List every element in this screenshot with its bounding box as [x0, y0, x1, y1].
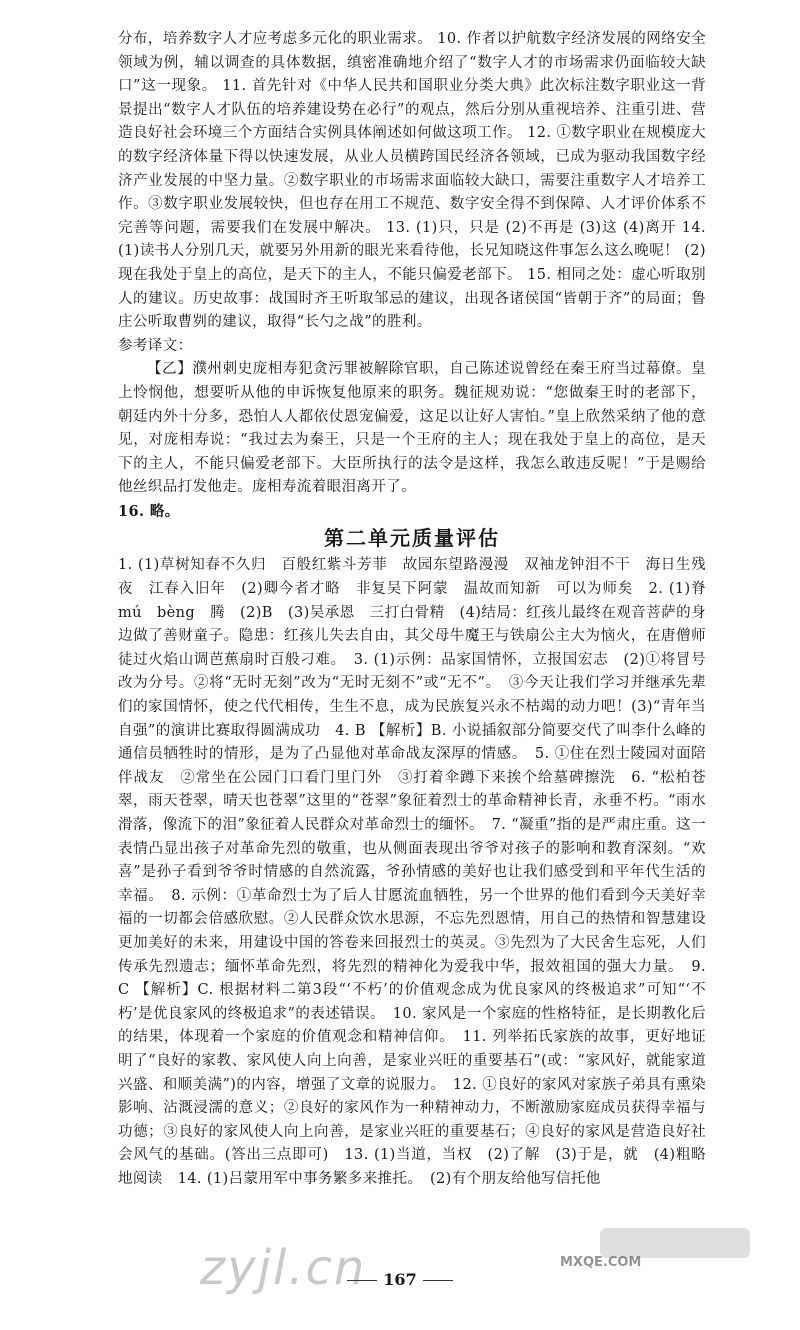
page-number: 167 — [0, 1270, 800, 1289]
section-title: 第二单元质量评估 — [324, 526, 500, 551]
translation-heading: 参考译文： — [118, 337, 193, 354]
answer-item-16: 16. 略。 — [118, 502, 180, 520]
watermark-badge — [600, 1228, 750, 1258]
translation-paragraph: 【乙】濮州刺史庞相寿犯贪污罪被解除官职，自己陈述说曾经在秦王府当过幕僚。皇上怜悯他，想要听从他的申诉恢复他原来的职务。魏征规劝说：“您做秦王时的老部下，朝廷内外十分多，恐怕人人都依仗恩宠偏爱，这足以让好人害怕。”皇上欣然采纳了他的意见，对庞相寿说：“我过去为秦王，只是一个王府的主人；现在我处于皇上的高位，是天下的主人，不能只偏爱老部下。大臣所执行的法令是这样，我怎么敢违反呢！”于是赐给他丝织品打发他走。庞相寿流着眼泪离开了。 — [118, 361, 706, 496]
unit2-answers-paragraph: 1. (1)草树知春不久归 百般红紫斗芳菲 故园东望路漫漫 双袖龙钟泪不干 海日生残夜 江春入旧年 (2)卿今者才略 非复吴下阿蒙 温故而知新 可以为师矣 2. (1)脊 mú bèng 腾 (2)B (3)吴承恩 三打白骨精 (4)结局：红孩儿最终在观音菩萨的身边做了善财童子。隐患：红孩儿失去自由，其父母牛魔王与铁扇公主大为恼火，在唐僧师徒过火焰山调芭蕉扇时百般刁难。 3. (1)示例：品家国情怀，立报国宏志 (2)①将冒号改为分号。②将“无时无刻”改为“无时无刻不”或“无不”。 ③今天让我们学习并继承先辈们的家国情怀，使之代代相传，生生不息，成为民族复兴永不枯竭的动力吧！(3)“青年当自强”的演讲比赛取得圆满成功 4. B 【解析】B. 小说插叙部分简要交代了叫李什么峰的通信员牺牲时的情形，是为了凸显他对革命战友深厚的情感。 5. ①住在烈士陵园对面陪伴战友 ②常坐在公园门口看门里门外 ③打着伞蹲下来挨个给墓碑擦洗 6. “松柏苍翠，雨天苍翠，晴天也苍翠”这里的“苍翠”象征着烈士的革命精神长青，永垂不朽。“雨水滑落，像流下的泪”象征着人民群众对革命烈士的缅怀。 7. “凝重”指的是严肃庄重。这一表情凸显出孩子对革命先烈的敬重，也从侧面表现出爷爷对孩子的影响和教育深刻。“欢喜”是孙子看到爷爷时情感的自然流露，爷孙情感的美好也让我们感受到和平年代生活的幸福。 8. 示例：①革命烈士为了后人甘愿流血牺牲，另一个世界的他们看到今天美好幸福的一切都会倍感欣慰。②人民群众饮水思源，不忘先烈恩情，用自己的热情和智慧建设更加美好的未来，用建设中国的答卷来回报烈士的英灵。③先烈为了大民舍生忘死，人们传承先烈遗志；缅怀革命先烈，将先烈的精神化为爱我中华，报效祖国的强大力量。 9. C 【解析】C. 根据材料二第3段“‘不朽’的价值观念成为优良家风的终极追求”可知“‘不朽’是优良家风的终极追求”的表述错误。 10. 家风是一个家庭的性格特征，是长期教化后的结果，体现着一个家庭的价值观念和精神信仰。 11. 列举拓氏家族的故事，更好地证明了“良好的家教、家风使人向上向善，是家业兴旺的重要基石”(或：“家风好，就能家道兴盛、和顺美满”)的内容，增强了文章的说服力。 12. ①良好的家风对家族子弟具有熏染影响、沾溉浸濡的意义；②良好的家风作为一种精神动力，不断激励家庭成员获得幸福与功德；③良好的家风使人向上向善，是家业兴旺的重要基石；④良好的家风是营造良好社会风气的基础。(答出三点即可) 13. (1)当道，当权 (2)了解 (3)于是，就 (4)粗略地阅读 14. (1)吕蒙用军中事务繁多来推托。 (2)有个朋友给他写信托他 — [118, 557, 721, 1187]
watermark-logo-left: zyjl.cn — [200, 1240, 367, 1296]
document-page — [118, 28, 721, 1192]
answer-paragraph-top: 分布，培养数字人才应考虑多元化的职业需求。 10. 作者以护航数字经济发展的网络安全领域为例，辅以调查的具体数据，缜密准确地介绍了“数字人才的市场需求仍面临较大缺口”这一现象。 11. 首先针对《中华人民共和国职业分类大典》此次标注数字职业这一背景提出“数字人才队伍的培养建设势在必行”的观点，然后分别从重视培养、注重引进、营造良好社会环境三个方面结合实例具体阐述如何做这项工作。 12. ①数字职业在规模庞大的数字经济体量下得以快速发展，从业人员横跨国民经济各领域，已成为驱动我国数字经济产业发展的中坚力量。②数字职业的市场需求面临较大缺口，需要注重数字人才培养工作。③数字职业发展较快，但也存在用工不规范、数字安全得不到保障、人才评价体系不完善等问题，需要我们在发展中解决。 13. (1)只，只是 (2)不再是 (3)这 (4)离开 14. (1)读书人分别几天，就要另外用新的眼光来看待他，长兄知晓这件事怎么这么晚呢！ (2)现在我处于皇上的高位，是天下的主人，不能只偏爱老部下。 15. 相同之处：虚心听取别人的建议。历史故事：战国时齐王听取邹忌的建议，出现各诸侯国“皆朝于齐”的局面；鲁庄公听取曹刿的建议，取得“长勺之战”的胜利。 — [118, 31, 706, 331]
watermark-logo-right: MXQE.COM — [560, 1255, 642, 1270]
